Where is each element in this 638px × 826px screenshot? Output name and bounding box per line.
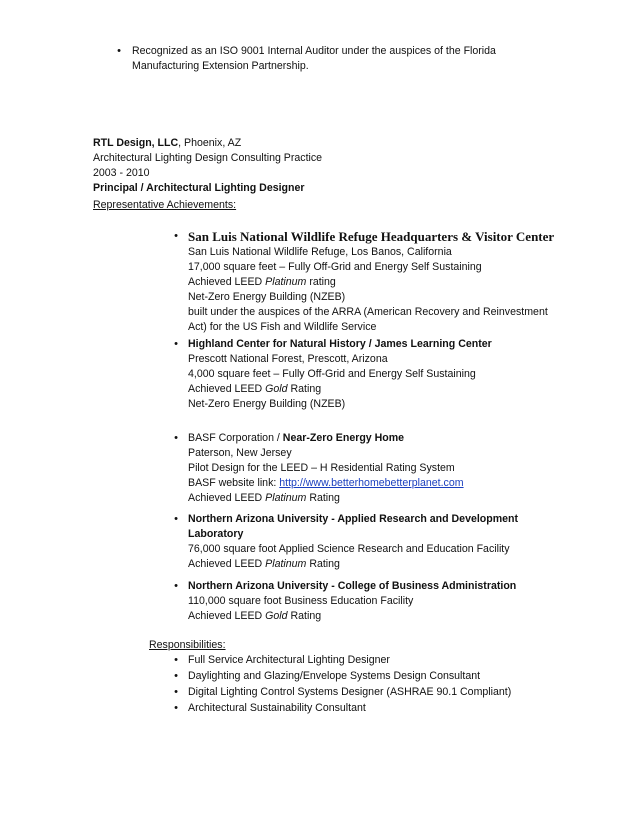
company-name: RTL Design, LLC: [93, 137, 179, 149]
top-bullet-text: Recognized as an ISO 9001 Internal Auditor under the auspices of the Florida Manufacturing Extension Partnership.: [132, 45, 496, 72]
project-title: Northern Arizona University - College of Business Administration: [188, 580, 517, 592]
bullet-icon: •: [117, 45, 121, 57]
bullet-icon: •: [174, 230, 178, 242]
project-title: San Luis National Wildlife Refuge Headquarters & Visitor Center: [188, 229, 555, 244]
bullet-icon: •: [174, 580, 178, 592]
project-title: Northern Arizona University - Applied Research and Development: [188, 513, 519, 525]
company-location: , Phoenix, AZ: [178, 137, 242, 149]
project-basf: BASF Corporation / Near-Zero Energy Home Paterson, New Jersey Pilot Design for the LEED – H Residential Rating System BASF website link: http://www.betterhomebetterplanet.com Achieved LEED Platinum Rating: [188, 432, 464, 504]
project-title: Highland Center for Natural History / James Learning Center: [188, 338, 492, 350]
bullet-icon: •: [174, 670, 178, 682]
project-title: BASF Corporation / Near-Zero Energy Home: [188, 432, 405, 444]
employer-heading: [93, 136, 322, 151]
responsibility-item: Full Service Architectural Lighting Designer: [188, 654, 390, 666]
practice-description: Architectural Lighting Design Consulting Practice: [93, 152, 323, 164]
achievements-heading: Representative Achievements:: [93, 199, 237, 211]
project-nau-business: Northern Arizona University - College of Business Administration 110,000 square foot Business Education Facility Achieved LEED Gold Rating: [188, 580, 517, 622]
bullet-icon: •: [174, 686, 178, 698]
bullet-icon: •: [174, 513, 178, 525]
bullet-icon: •: [174, 432, 178, 444]
job-title: Principal / Architectural Lighting Designer: [93, 182, 305, 194]
bullet-icon: •: [174, 654, 178, 666]
project-highland-center: Highland Center for Natural History / James Learning Center Prescott National Forest, Prescott, Arizona 4,000 square feet – Fully Off-Grid and Energy Self Sustaining Achieved LEED Gold Rating Net-Zero Energy Building (NZEB): [188, 338, 492, 410]
responsibilities-heading: Responsibilities:: [149, 639, 226, 651]
employer-block: [93, 136, 322, 213]
basf-website-link[interactable]: http://www.betterhomebetterplanet.com: [279, 477, 464, 489]
employment-dates: 2003 - 2010: [93, 167, 150, 179]
bullet-icon: •: [174, 338, 178, 350]
bullet-icon: •: [174, 702, 178, 714]
responsibility-item: Digital Lighting Control Systems Designer (ASHRAE 90.1 Compliant): [188, 686, 512, 698]
project-san-luis: San Luis National Wildlife Refuge Headquarters & Visitor Center San Luis National Wildlife Refuge, Los Banos, California 17,000 square feet – Fully Off-Grid and Energy Self Sustaining Achieved LEED Platinum rating Net-Zero Energy Building (NZEB) built under the auspices of the ARRA (American Recovery and Reinvestment Act) for the US Fish and Wildlife Service: [188, 229, 555, 333]
responsibility-item: Architectural Sustainability Consultant: [188, 702, 366, 714]
project-nau-research-lab: Northern Arizona University - Applied Research and Development Laboratory 76,000 square foot Applied Science Research and Education Facility Achieved LEED Platinum Rating: [188, 513, 519, 570]
responsibility-item: Daylighting and Glazing/Envelope Systems Design Consultant: [188, 670, 481, 682]
